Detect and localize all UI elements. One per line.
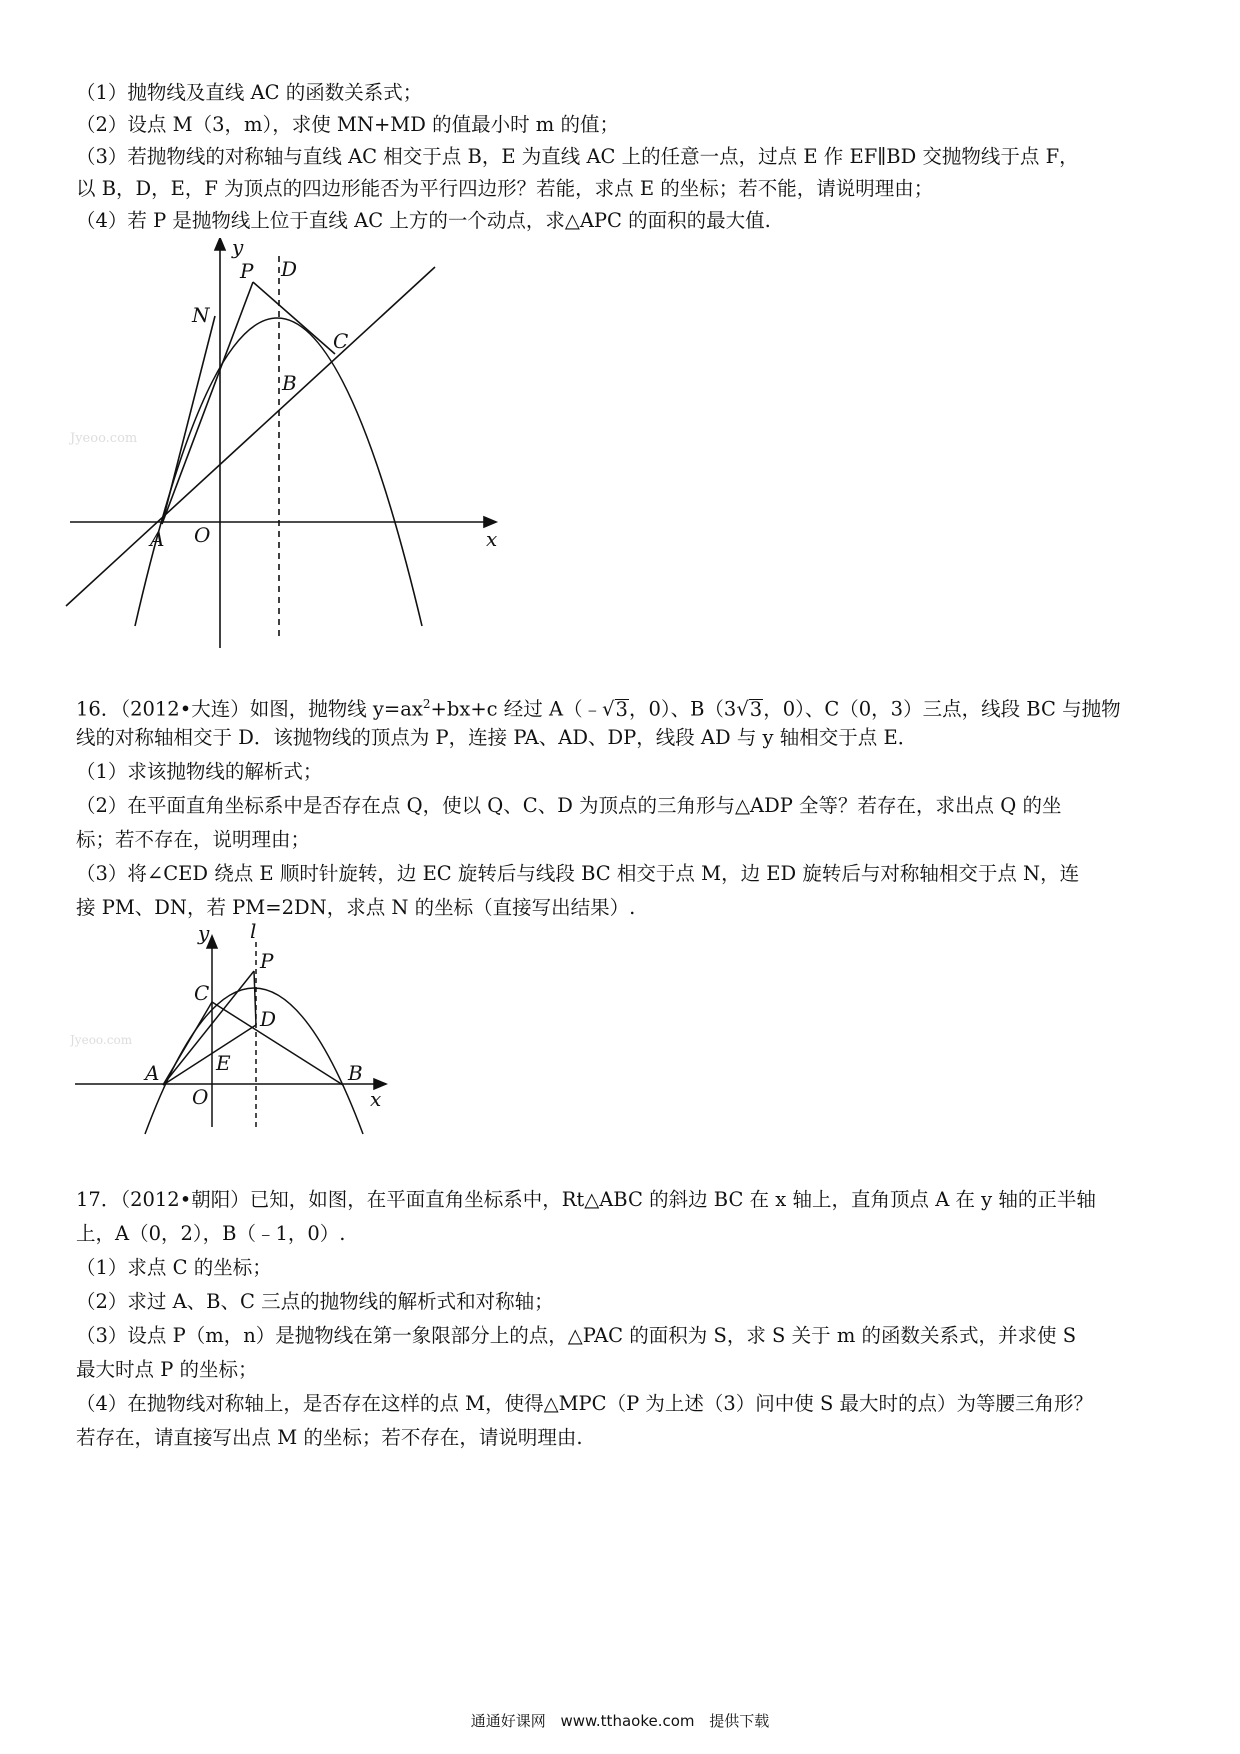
label-e: E xyxy=(216,1051,231,1075)
label-d: D xyxy=(260,1007,277,1031)
label-y: y xyxy=(198,922,210,945)
label-a: A xyxy=(145,1061,160,1085)
p16-q2-line1: （2）在平面直角坐标系中是否存在点 Q，使以 Q、C、D 为顶点的三角形与△ADP 全等？若存在，求出点 Q 的坐 xyxy=(76,794,1062,817)
p16-q1: （1）求该抛物线的解析式； xyxy=(76,760,323,783)
label-y: y xyxy=(232,238,244,259)
p15-q1: （1）抛物线及直线 AC 的函数关系式； xyxy=(76,81,423,104)
p17-q1: （1）求点 C 的坐标； xyxy=(76,1256,272,1279)
p15-q3-line2: 以 B，D，E，F 为顶点的四边形能否为平行四边形？若能，求点 E 的坐标；若不能，请说明理由； xyxy=(76,177,934,200)
figure-2 xyxy=(70,922,400,1142)
p17-intro-line2: 上，A（0，2），B（﹣1，0）. xyxy=(76,1222,346,1245)
watermark: Jyeoo.com xyxy=(70,431,138,446)
segment-pc xyxy=(253,282,335,354)
segment-cb xyxy=(212,1002,343,1085)
page-footer xyxy=(0,1710,1240,1731)
footer-action: 提供下载 xyxy=(709,1712,770,1730)
p15-q4: （4）若 P 是抛物线上位于直线 AC 上方的一个动点，求△APC 的面积的最大值. xyxy=(76,209,771,232)
label-o: O xyxy=(194,523,211,547)
p15-q3-line1: （3）若抛物线的对称轴与直线 AC 相交于点 B，E 为直线 AC 上的任意一点，过点 E 作 EF∥BD 交抛物线于点 F， xyxy=(76,145,1079,168)
label-b: B xyxy=(282,371,297,395)
segment-ac xyxy=(163,1002,212,1085)
label-p: P xyxy=(240,259,254,283)
x-axis-arrow xyxy=(484,517,496,527)
label-d: D xyxy=(281,257,298,281)
p16-intro-line2: 线的对称轴相交于 D．该抛物线的顶点为 P，连接 PA、AD、DP，线段 AD 与 y 轴相交于点 E． xyxy=(76,726,918,749)
segment-ad xyxy=(163,1025,256,1085)
label-l: l xyxy=(250,922,257,943)
footer-site: 通通好课网 xyxy=(470,1712,546,1730)
p16-q2-line2: 标；若不存在，说明理由； xyxy=(76,828,311,851)
p16-q3-line1: （3）将∠CED 绕点 E 顺时针旋转，边 EC 旋转后与线段 BC 相交于点 M，边 ED 旋转后与对称轴相交于点 N，连 xyxy=(76,862,1080,885)
p15-q2: （2）设点 M（3，m），求使 MN+MD 的值最小时 m 的值； xyxy=(76,113,619,136)
p17-q2: （2）求过 A、B、C 三点的抛物线的解析式和对称轴； xyxy=(76,1290,554,1313)
p17-q3-line2: 最大时点 P 的坐标； xyxy=(76,1358,258,1381)
label-x: x xyxy=(370,1087,382,1111)
label-c: C xyxy=(333,329,349,353)
label-c: C xyxy=(194,981,210,1005)
p17-q4-line2: 若存在，请直接写出点 M 的坐标；若不存在，请说明理由. xyxy=(76,1426,583,1449)
label-x: x xyxy=(486,527,498,551)
label-a: A xyxy=(150,527,165,551)
p17-q4-line1: （4）在抛物线对称轴上，是否存在这样的点 M，使得△MPC（P 为上述（3）问中使 S 最大时的点）为等腰三角形？ xyxy=(76,1392,1094,1415)
label-p: P xyxy=(260,949,274,973)
figure-1 xyxy=(60,238,510,658)
watermark: Jyeoo.com xyxy=(70,1033,133,1047)
footer-url: www.tthaoke.com xyxy=(560,1712,695,1730)
label-n: N xyxy=(192,303,210,327)
p16-q3-line2: 接 PM、DN，若 PM=2DN，求点 N 的坐标（直接写出结果）. xyxy=(76,896,636,919)
p17-intro-line1: 17．（2012•朝阳）已知，如图，在平面直角坐标系中，Rt△ABC 的斜边 BC 在 x 轴上，直角顶点 A 在 y 轴的正半轴 xyxy=(76,1188,1096,1211)
y-axis-arrow xyxy=(215,238,225,250)
label-b: B xyxy=(348,1061,363,1085)
p17-q3-line1: （3）设点 P（m，n）是抛物线在第一象限部分上的点，△PAC 的面积为 S，求 S 关于 m 的函数关系式，并求使 S xyxy=(76,1324,1077,1347)
label-o: O xyxy=(192,1085,209,1109)
p16-intro: 16．（2012•大连）如图，抛物线 $y=ax^2+bx+c$ 经过 A（﹣√3，0）、B（3√3，0）、C（0，3）三点，线段 BC 与抛物 xyxy=(76,697,1121,721)
